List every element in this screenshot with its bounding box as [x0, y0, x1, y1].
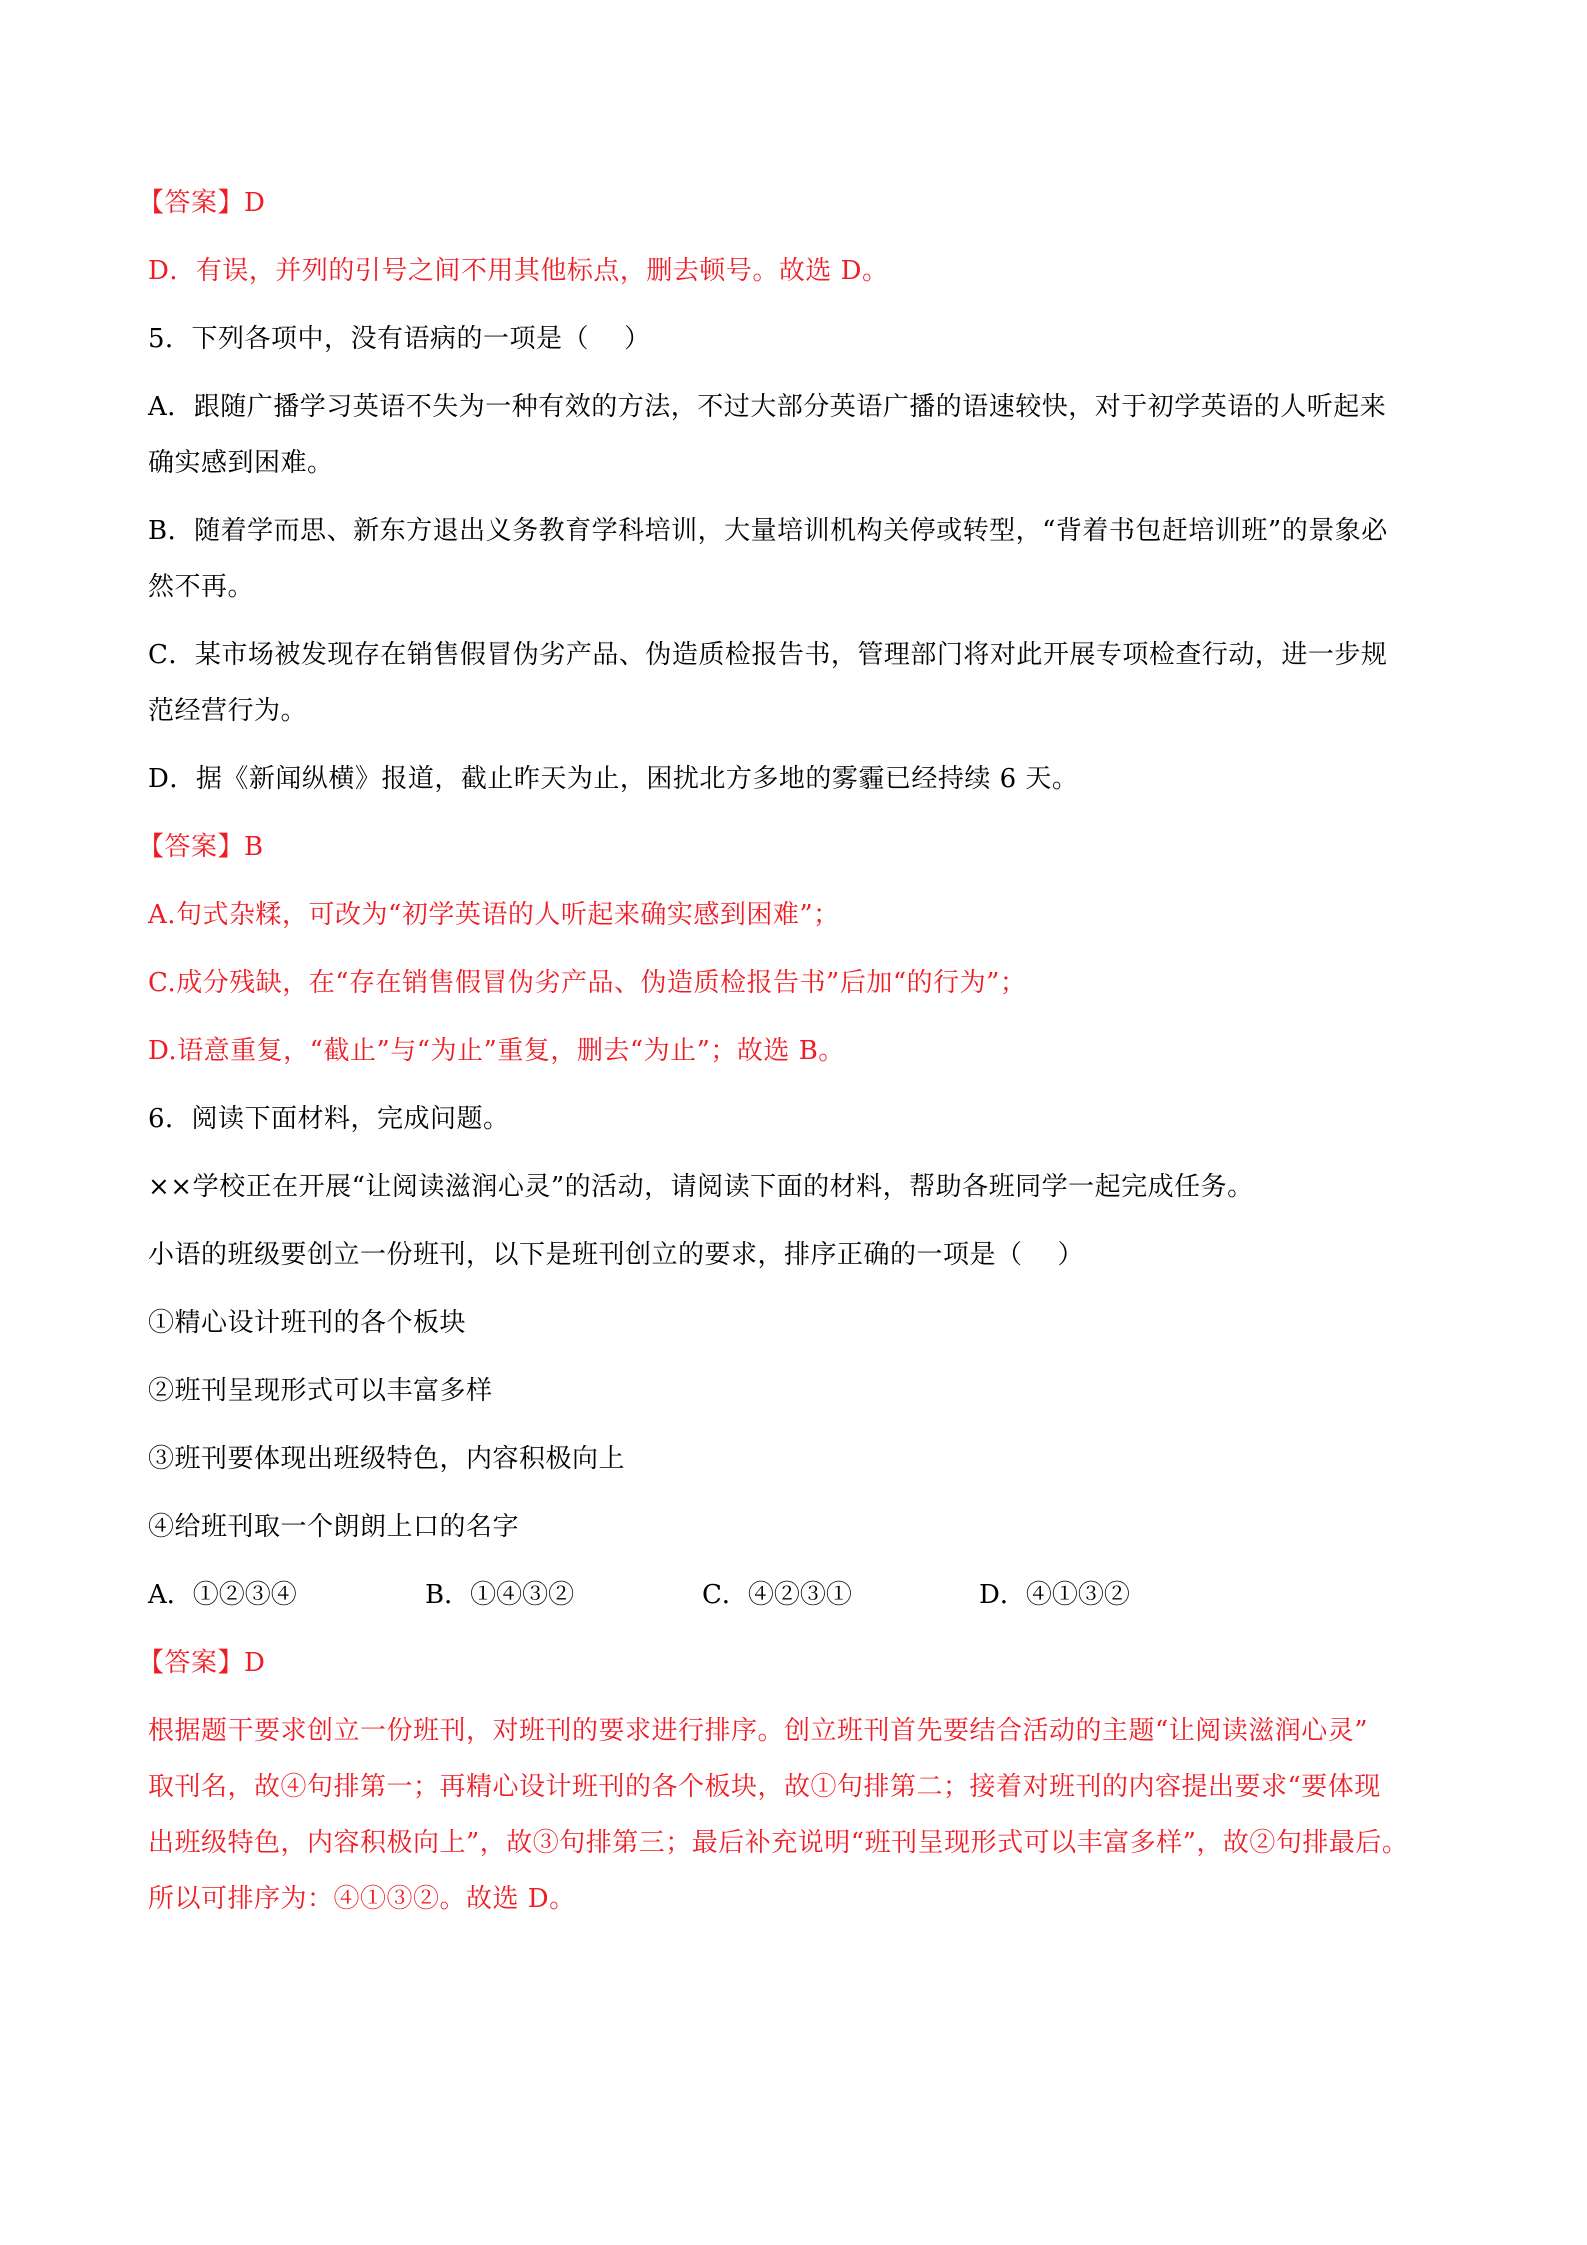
answer-6-explanation-line-1: 根据题干要求创立一份班刊，对班刊的要求进行排序。创立班刊首先要结合活动的主题“让阅读滋润心灵”: [148, 1716, 1369, 1746]
answer-5-tag: 【答案】B: [138, 832, 264, 862]
question-6-sentence-2: ②班刊呈现形式可以丰富多样: [148, 1376, 493, 1406]
question-6-sentence-1: ①精心设计班刊的各个板块: [148, 1308, 467, 1338]
question-5-option-d: D．据《新闻纵横》报道，截止昨天为止，困扰北方多地的雾霾已经持续 6 天。: [148, 764, 1079, 794]
question-5-option-a-line-2: 确实感到困难。: [148, 448, 334, 478]
answer-5-note-a: A.句式杂糅，可改为“初学英语的人听起来确实感到困难”；: [148, 900, 840, 930]
question-6-option-d: D．④①③②: [979, 1580, 1130, 1610]
question-5-stem: 5．下列各项中，没有语病的一项是（ ）: [148, 324, 651, 354]
question-6-option-b: B．①④③②: [425, 1580, 575, 1610]
answer-6-tag: 【答案】D: [138, 1648, 266, 1678]
question-5-option-b-line-2: 然不再。: [148, 572, 255, 602]
question-6-option-c: C．④②③①: [702, 1580, 852, 1610]
question-6-task: 小语的班级要创立一份班刊，以下是班刊创立的要求，排序正确的一项是（ ）: [148, 1240, 1085, 1270]
question-6-option-a: A．①②③④: [148, 1580, 297, 1610]
question-5-option-b-line-1: B．随着学而思、新东方退出义务教育学科培训，大量培训机构关停或转型，“背着书包赶培训班”的景象必: [148, 516, 1388, 546]
answer-5-note-d: D.语意重复，“截止”与“为止”重复，删去“为止”；故选 B。: [148, 1036, 845, 1066]
answer-4-tag: 【答案】D: [138, 188, 266, 218]
page-content: [138, 186, 1458, 1950]
question-6-sentence-4: ④给班刊取一个朗朗上口的名字: [148, 1512, 520, 1542]
answer-6-explanation-line-4: 所以可排序为：④①③②。故选 D。: [148, 1884, 576, 1914]
answer-6-explanation-line-2: 取刊名，故④句排第一；再精心设计班刊的各个板块，故①句排第二；接着对班刊的内容提出要求“要体现: [148, 1772, 1381, 1802]
question-6-options: [148, 1578, 1458, 1612]
question-5-option-c-line-2: 范经营行为。: [148, 696, 308, 726]
question-6-intro: ××学校正在开展“让阅读滋润心灵”的活动，请阅读下面的材料，帮助各班同学一起完成任务。: [148, 1172, 1254, 1202]
question-6-sentence-3: ③班刊要体现出班级特色，内容积极向上: [148, 1444, 626, 1474]
answer-5-note-c: C.成分残缺，在“存在销售假冒伪劣产品、伪造质检报告书”后加“的行为”；: [148, 968, 1027, 998]
question-5-option-a-line-1: A．跟随广播学习英语不失为一种有效的方法，不过大部分英语广播的语速较快，对于初学英语的人听起来: [148, 392, 1387, 422]
question-6-stem: 6．阅读下面材料，完成问题。: [148, 1104, 510, 1134]
answer-6-explanation-line-3: 出班级特色，内容积极向上”，故③句排第三；最后补充说明“班刊呈现形式可以丰富多样”，故②句排最后。: [148, 1828, 1409, 1858]
question-5-option-c-line-1: C．某市场被发现存在销售假冒伪劣产品、伪造质检报告书，管理部门将对此开展专项检查行动，进一步规: [148, 640, 1388, 670]
answer-4-explanation: D．有误，并列的引号之间不用其他标点，删去顿号。故选 D。: [148, 256, 889, 286]
